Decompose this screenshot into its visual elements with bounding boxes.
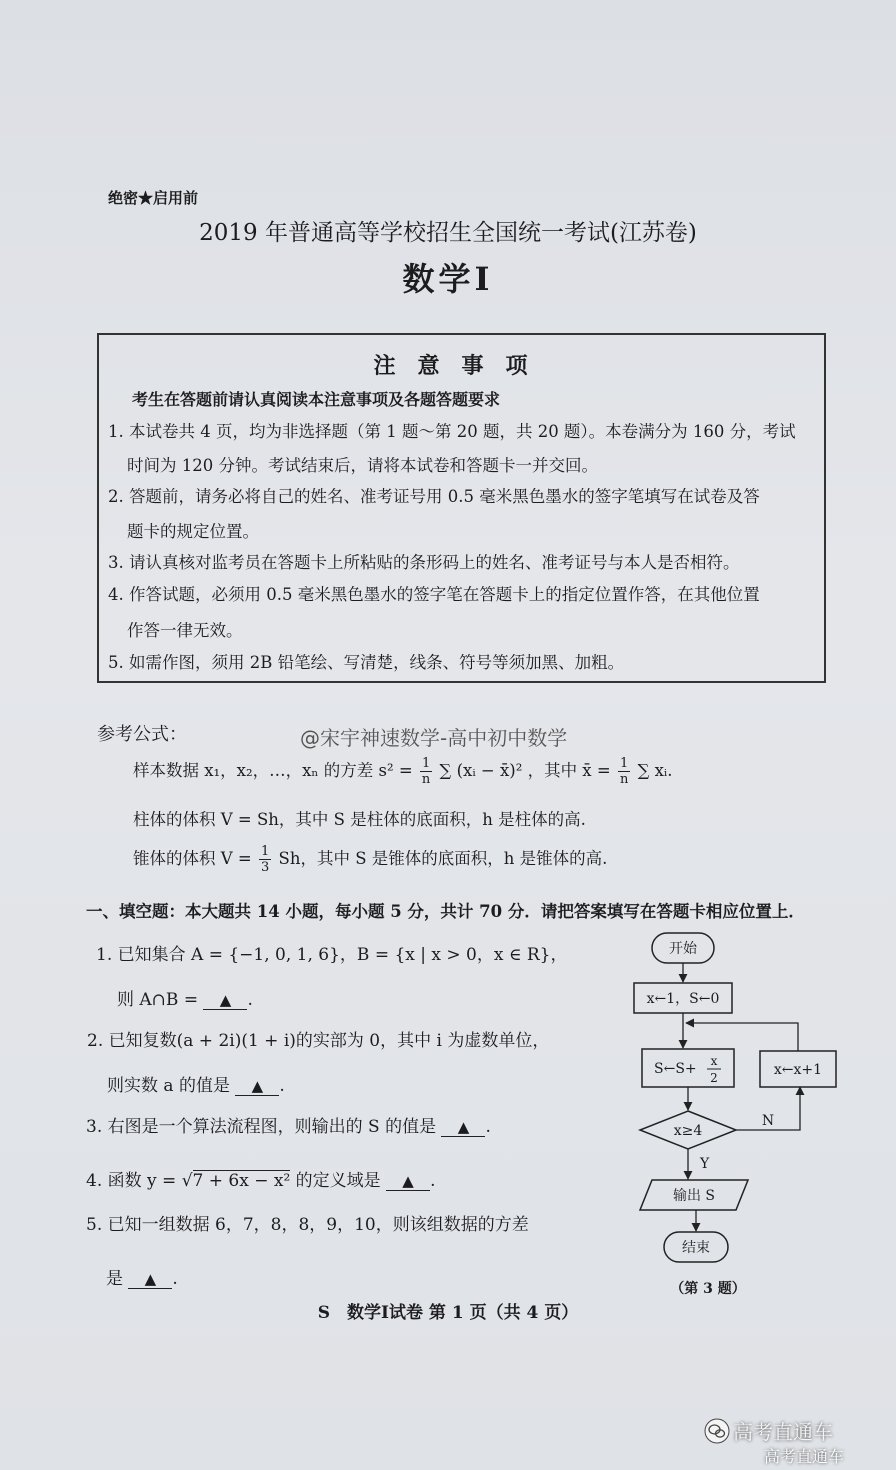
question-1: 1. 已知集合 A = {−1, 0, 1, 6}，B = {x | x > 0，x ∈ R}， — [96, 945, 568, 965]
watermark: @宋宇神速数学-高中初中数学 — [300, 726, 568, 750]
question-1-answer — [117, 985, 253, 1010]
question-4 — [86, 1166, 435, 1191]
notice-line: 2. 答题前，请务必将自己的姓名、准考证号用 0.5 毫米黑色墨水的签字笔填写在试卷及答 — [108, 487, 760, 506]
notice-title: 注意事项 — [373, 353, 550, 379]
condition-label: x≥4 — [673, 1123, 703, 1139]
update-frac-num: x — [710, 1054, 718, 1068]
notice-box — [97, 333, 826, 683]
flow-arrow — [686, 1023, 798, 1051]
cone-lead: 锥体的体积 V = — [133, 849, 252, 868]
fraction-numerator: 1 — [420, 756, 432, 772]
question-2: 2. 已知复数(a + 2i)(1 + i)的实部为 0，其中 i 为虚数单位， — [87, 1031, 550, 1051]
period: . — [247, 990, 253, 1010]
cylinder-formula: 柱体的体积 V = Sh，其中 S 是柱体的底面积，h 是柱体的高. — [133, 810, 586, 829]
subject-title: 数学Ⅰ — [402, 260, 494, 298]
variance-lead: 样本数据 x₁，x₂，…，xₙ 的方差 s² = — [133, 761, 413, 780]
update-label: S←S+ — [654, 1061, 697, 1077]
reference-label: 参考公式： — [97, 724, 187, 745]
flowchart-caption: （第 3 题） — [670, 1281, 746, 1297]
exam-title: 2019 年普通高等学校招生全国统一考试(江苏卷) — [199, 220, 697, 246]
question-5: 5. 已知一组数据 6，7，8，8，9，10，则该组数据的方差 — [86, 1215, 529, 1235]
fraction — [420, 756, 432, 787]
answer-blank: ▲ — [128, 1270, 172, 1289]
question-text: 3. 右图是一个算法流程图，则输出的 S 的值是 — [86, 1117, 437, 1137]
notice-line: 作答一律无效。 — [127, 621, 243, 640]
fraction-numerator: 1 — [618, 756, 630, 772]
increment-label: x←x+1 — [773, 1062, 823, 1078]
period: . — [279, 1076, 285, 1096]
fraction — [618, 756, 630, 787]
question-2-answer — [107, 1071, 285, 1096]
notice-line: 4. 作答试题，必须用 0.5 毫米黑色墨水的签字笔在答题卡上的指定位置作答，在其他位置 — [108, 585, 760, 604]
yes-label: Y — [700, 1156, 710, 1172]
variance-mid: ，其中 x̄ = — [527, 761, 611, 780]
question-text: 则 A∩B = — [117, 990, 199, 1010]
secret-label: 绝密★启用前 — [108, 189, 199, 207]
answer-blank: ▲ — [203, 991, 247, 1010]
cone-tail: Sh，其中 S 是锥体的底面积，h 是锥体的高. — [278, 849, 608, 868]
answer-blank: ▲ — [441, 1118, 485, 1137]
brand-subtitle: 高考直通车 — [764, 1447, 845, 1466]
question-3 — [86, 1112, 491, 1137]
period: . — [172, 1269, 178, 1289]
variance-sum: ∑ (xᵢ − x̄)² — [439, 761, 523, 780]
fraction — [259, 844, 271, 875]
end-label: 结束 — [682, 1240, 710, 1256]
notice-line: 1. 本试卷共 4 页，均为非选择题（第 1 题～第 20 题，共 20 题）。本卷满分为 160 分，考试 — [108, 422, 796, 441]
question-text: 的定义域是 — [290, 1171, 381, 1191]
sqrt-radicand: 7 + 6x − x² — [192, 1171, 291, 1191]
start-label: 开始 — [669, 941, 697, 957]
period: . — [430, 1171, 436, 1191]
notice-line: 5. 如需作图，须用 2B 铅笔绘、写清楚，线条、符号等须加黑、加粗。 — [108, 653, 625, 672]
update-frac-den: 2 — [710, 1071, 718, 1085]
question-5-answer — [106, 1264, 178, 1289]
fraction-denominator: n — [421, 772, 431, 787]
page-footer: S 数学Ⅰ试卷 第 1 页（共 4 页） — [317, 1303, 579, 1323]
brand-name: 高考直通车 — [733, 1420, 833, 1444]
sqrt-sign: √ — [181, 1171, 193, 1191]
fraction-denominator: 3 — [260, 860, 270, 875]
init-label: x←1，S←0 — [646, 991, 720, 1007]
cone-formula — [133, 844, 607, 875]
notice-line: 题卡的规定位置。 — [127, 522, 259, 541]
fraction-numerator: 1 — [260, 844, 270, 859]
flowchart — [620, 925, 850, 1305]
variance-formula — [133, 756, 672, 787]
section-title: 一、填空题：本大题共 14 小题，每小题 5 分，共计 70 分．请把答案填写在答题卡相应位置上． — [86, 902, 805, 921]
no-label: N — [761, 1113, 775, 1129]
period: . — [485, 1117, 491, 1137]
output-label: 输出 S — [672, 1188, 716, 1204]
question-text: 则实数 a 的值是 — [107, 1076, 230, 1096]
answer-blank: ▲ — [235, 1077, 279, 1096]
answer-blank: ▲ — [386, 1172, 430, 1191]
wechat-icon — [704, 1418, 730, 1444]
question-text: 是 — [106, 1269, 123, 1289]
fraction-denominator: n — [619, 772, 629, 787]
notice-line: 时间为 120 分钟。考试结束后，请将本试卷和答题卡一并交回。 — [127, 456, 598, 475]
question-text: 4. 函数 y = — [86, 1171, 182, 1191]
variance-tail: ∑ xᵢ. — [637, 761, 673, 780]
notice-intro: 考生在答题前请认真阅读本注意事项及各题答题要求 — [132, 390, 501, 409]
notice-line: 3. 请认真核对监考员在答题卡上所粘贴的条形码上的姓名、准考证号与本人是否相符。 — [108, 553, 740, 572]
